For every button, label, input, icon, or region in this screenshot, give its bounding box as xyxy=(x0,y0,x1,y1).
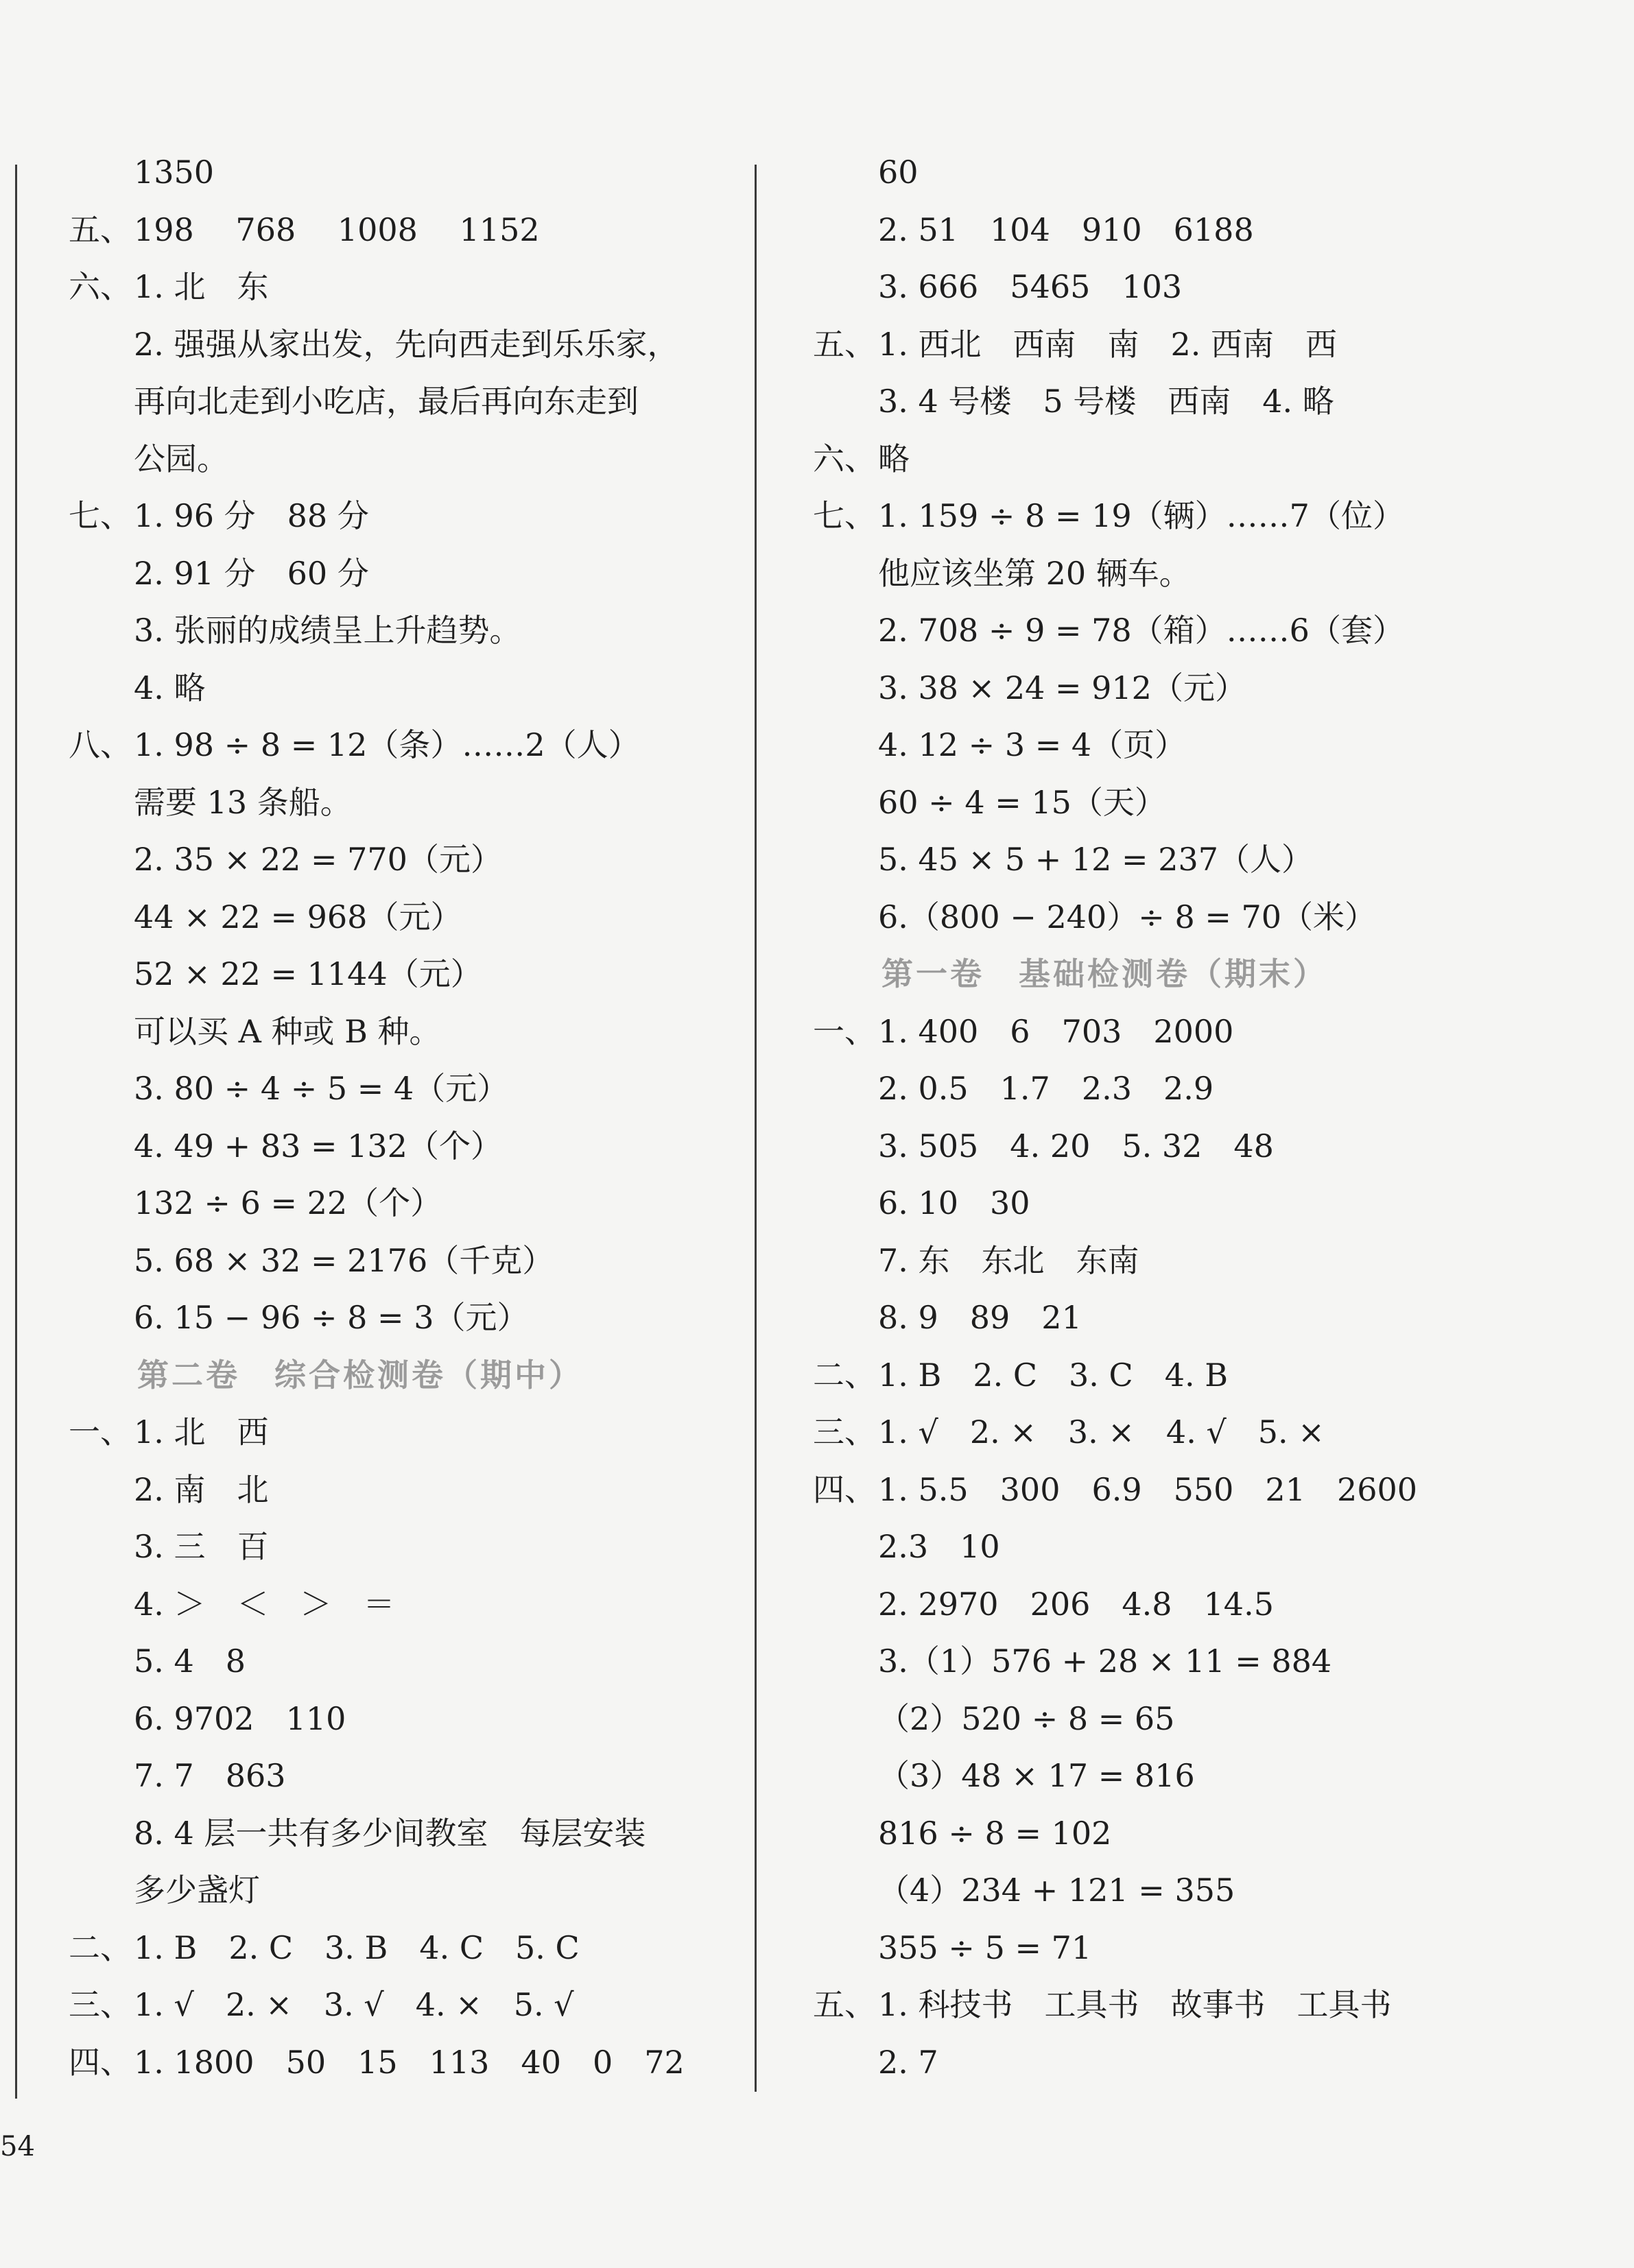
page-number: 54 xyxy=(0,2131,35,2162)
answer-line xyxy=(69,1576,755,1634)
section-number: 五、 xyxy=(813,1986,876,2023)
answer-line xyxy=(69,1862,755,1920)
answer-line xyxy=(813,1461,1499,1519)
answer-text: 2. 91 分 60 分 xyxy=(134,554,369,592)
answer-text: 7. 7 863 xyxy=(134,1757,286,1794)
answer-text: 60 ÷ 4 = 15（天） xyxy=(878,783,1166,821)
answer-line xyxy=(813,1977,1499,2034)
answer-line xyxy=(69,660,755,717)
answer-text: 1. 98 ÷ 8 = 12（条）……2（人） xyxy=(134,726,640,763)
answer-text: 1. 400 6 703 2000 xyxy=(878,1012,1234,1050)
answer-line xyxy=(813,1060,1499,1118)
answer-line xyxy=(69,259,755,316)
answer-line xyxy=(69,774,755,832)
answer-line xyxy=(813,1747,1499,1805)
section-number: 二、 xyxy=(69,1929,132,1966)
section-number: 四、 xyxy=(813,1470,876,1508)
answer-text: 1. 5.5 300 6.9 550 21 2600 xyxy=(878,1470,1418,1508)
answer-text: 1. 西北 西南 南 2. 西南 西 xyxy=(878,325,1338,363)
answer-line xyxy=(69,1232,755,1290)
answer-text: 1. B 2. C 3. B 4. C 5. C xyxy=(134,1929,580,1966)
answer-text: 2. 0.5 1.7 2.3 2.9 xyxy=(878,1070,1214,1107)
answer-text: 2. 51 104 910 6188 xyxy=(878,211,1254,248)
section-heading xyxy=(69,1347,755,1405)
section-number: 七、 xyxy=(69,497,132,534)
answer-text: 可以买 A 种或 B 种。 xyxy=(134,1012,441,1050)
answer-line xyxy=(813,1232,1499,1290)
answer-line xyxy=(813,259,1499,316)
section-number: 四、 xyxy=(69,2043,132,2081)
answer-text: 3. 38 × 24 = 912（元） xyxy=(878,669,1246,706)
answer-text: 他应该坐第 20 辆车。 xyxy=(878,554,1191,592)
answer-text: 60 xyxy=(878,154,919,191)
section-number: 一、 xyxy=(69,1413,132,1451)
answer-line xyxy=(69,316,755,374)
answer-line xyxy=(813,1805,1499,1863)
answer-line xyxy=(813,1347,1499,1405)
answer-line xyxy=(813,1576,1499,1634)
answer-line xyxy=(69,1118,755,1175)
answer-line xyxy=(69,889,755,946)
answer-text: 5. 45 × 5 + 12 = 237（人） xyxy=(878,841,1314,878)
answer-line xyxy=(69,1691,755,1748)
section-heading-text: 第二卷 综合检测卷（期中） xyxy=(137,1356,583,1394)
answer-line xyxy=(69,2034,755,2092)
section-heading xyxy=(813,946,1499,1003)
answer-line xyxy=(69,1404,755,1461)
answer-text: 198 768 1008 1152 xyxy=(134,211,540,248)
answer-line xyxy=(813,1118,1499,1175)
answer-line xyxy=(813,1175,1499,1232)
answer-line xyxy=(813,1691,1499,1748)
answer-text: 3. 张丽的成绩呈上升趋势。 xyxy=(134,612,521,649)
answer-line xyxy=(69,1920,755,1977)
answer-text: 6. 9702 110 xyxy=(134,1699,346,1737)
answer-text: 1. 96 分 88 分 xyxy=(134,497,369,534)
answer-text: 略 xyxy=(878,440,910,477)
answer-text: （2）520 ÷ 8 = 65 xyxy=(878,1699,1175,1737)
section-number: 六、 xyxy=(813,440,876,477)
answer-line xyxy=(813,431,1499,488)
left-margin-rule xyxy=(15,165,17,2099)
answer-line xyxy=(69,831,755,889)
answer-line xyxy=(69,545,755,603)
answer-text: 1. 科技书 工具书 故事书 工具书 xyxy=(878,1986,1392,2023)
answer-line xyxy=(813,373,1499,431)
answer-line xyxy=(69,1805,755,1863)
answer-line xyxy=(69,602,755,660)
answer-line xyxy=(813,488,1499,545)
answer-line xyxy=(813,1633,1499,1691)
answer-text: （3）48 × 17 = 816 xyxy=(878,1757,1195,1794)
answer-text: 公园。 xyxy=(134,440,228,477)
answer-line xyxy=(69,1461,755,1519)
answer-line xyxy=(813,1920,1499,1977)
answer-text: 2. 2970 206 4.8 14.5 xyxy=(878,1585,1274,1623)
section-number: 五、 xyxy=(69,211,132,248)
answer-text: 4. 49 + 83 = 132（个） xyxy=(134,1127,502,1165)
answer-text: 2. 708 ÷ 9 = 78（箱）……6（套） xyxy=(878,612,1404,649)
answer-line xyxy=(69,1003,755,1061)
section-number: 五、 xyxy=(813,325,876,363)
answer-line xyxy=(813,831,1499,889)
answer-text: 3. 505 4. 20 5. 32 48 xyxy=(878,1127,1274,1165)
answer-text: 4. 12 ÷ 3 = 4（页） xyxy=(878,726,1187,763)
answer-text: 8. 4 层一共有多少间教室 每层安装 xyxy=(134,1814,646,1852)
answer-text: 2.3 10 xyxy=(878,1528,1000,1565)
answer-line xyxy=(813,889,1499,946)
answer-text: 52 × 22 = 1144（元） xyxy=(134,955,482,992)
answer-line xyxy=(69,1060,755,1118)
answer-text: 需要 13 条船。 xyxy=(134,783,352,821)
answer-text: 1. 159 ÷ 8 = 19（辆）……7（位） xyxy=(878,497,1404,534)
answer-line xyxy=(813,660,1499,717)
answer-text: 3.（1）576 + 28 × 11 = 884 xyxy=(878,1643,1332,1680)
answer-text: 2. 强强从家出发，先向西走到乐乐家， xyxy=(134,325,679,363)
answer-text: 1. √ 2. × 3. √ 4. × 5. √ xyxy=(134,1986,574,2023)
answer-line xyxy=(69,1518,755,1576)
section-heading-text: 第一卷 基础检测卷（期末） xyxy=(881,955,1327,992)
answer-line xyxy=(813,602,1499,660)
answer-line xyxy=(813,774,1499,832)
answer-line xyxy=(813,545,1499,603)
answer-text: 355 ÷ 5 = 71 xyxy=(878,1929,1092,1966)
answer-line xyxy=(69,1633,755,1691)
answer-text: 5. 68 × 32 = 2176（千克） xyxy=(134,1241,554,1279)
answer-text: 6.（800 − 240）÷ 8 = 70（米） xyxy=(878,898,1377,935)
answer-text: 3. 80 ÷ 4 ÷ 5 = 4（元） xyxy=(134,1070,509,1107)
section-number: 二、 xyxy=(813,1356,876,1394)
answer-text: 6. 15 − 96 ÷ 8 = 3（元） xyxy=(134,1299,529,1336)
answer-text: （4）234 + 121 = 355 xyxy=(878,1872,1235,1909)
answer-text: 7. 东 东北 东南 xyxy=(878,1241,1139,1279)
right-column xyxy=(813,144,1499,2091)
answer-text: 3. 三 百 xyxy=(134,1528,269,1565)
section-number: 一、 xyxy=(813,1012,876,1050)
answer-text: 8. 9 89 21 xyxy=(878,1299,1082,1336)
answer-line xyxy=(69,1175,755,1232)
answer-line xyxy=(813,144,1499,202)
answer-text: 2. 35 × 22 = 770（元） xyxy=(134,841,502,878)
answer-line xyxy=(813,1003,1499,1061)
answer-line xyxy=(69,431,755,488)
left-column xyxy=(69,144,755,2091)
section-number: 三、 xyxy=(69,1986,132,2023)
answer-text: 5. 4 8 xyxy=(134,1643,246,1680)
answer-line xyxy=(813,1289,1499,1347)
answer-line xyxy=(813,717,1499,774)
answer-text: 1. 北 东 xyxy=(134,268,269,305)
answer-line xyxy=(813,1518,1499,1576)
section-number: 三、 xyxy=(813,1413,876,1451)
answer-text: 2. 7 xyxy=(878,2043,938,2081)
answer-line xyxy=(69,144,755,202)
answer-text: 1. 北 西 xyxy=(134,1413,269,1451)
answer-text: 4. ＞ ＜ ＞ ＝ xyxy=(134,1585,395,1623)
answer-text: 132 ÷ 6 = 22（个） xyxy=(134,1184,442,1221)
answer-line xyxy=(813,1862,1499,1920)
answer-line xyxy=(69,1977,755,2034)
answer-text: 1. 1800 50 15 113 40 0 72 xyxy=(134,2043,685,2081)
answer-line xyxy=(813,316,1499,374)
answer-text: 6. 10 30 xyxy=(878,1184,1030,1221)
section-number: 七、 xyxy=(813,497,876,534)
column-divider xyxy=(755,165,757,2092)
answer-text: 3. 4 号楼 5 号楼 西南 4. 略 xyxy=(878,383,1334,420)
answer-text: 4. 略 xyxy=(134,669,206,706)
answer-text: 816 ÷ 8 = 102 xyxy=(878,1814,1112,1852)
answer-line xyxy=(813,2034,1499,2092)
answer-text: 1. B 2. C 3. C 4. B xyxy=(878,1356,1229,1394)
answer-text: 多少盏灯 xyxy=(134,1872,260,1909)
answer-line xyxy=(69,717,755,774)
answer-line xyxy=(69,202,755,259)
answer-line xyxy=(69,1289,755,1347)
answer-line xyxy=(813,1404,1499,1461)
answer-line xyxy=(69,946,755,1003)
answer-text: 3. 666 5465 103 xyxy=(878,268,1183,305)
answer-text: 再向北走到小吃店，最后再向东走到 xyxy=(134,383,639,420)
answer-line xyxy=(69,373,755,431)
answer-text: 44 × 22 = 968（元） xyxy=(134,898,462,935)
answer-line xyxy=(813,202,1499,259)
answer-text: 1350 xyxy=(134,154,215,191)
answer-text: 2. 南 北 xyxy=(134,1470,269,1508)
answer-line xyxy=(69,1747,755,1805)
section-number: 八、 xyxy=(69,726,132,763)
section-number: 六、 xyxy=(69,268,132,305)
answer-line xyxy=(69,488,755,545)
answer-text: 1. √ 2. × 3. × 4. √ 5. × xyxy=(878,1413,1325,1451)
